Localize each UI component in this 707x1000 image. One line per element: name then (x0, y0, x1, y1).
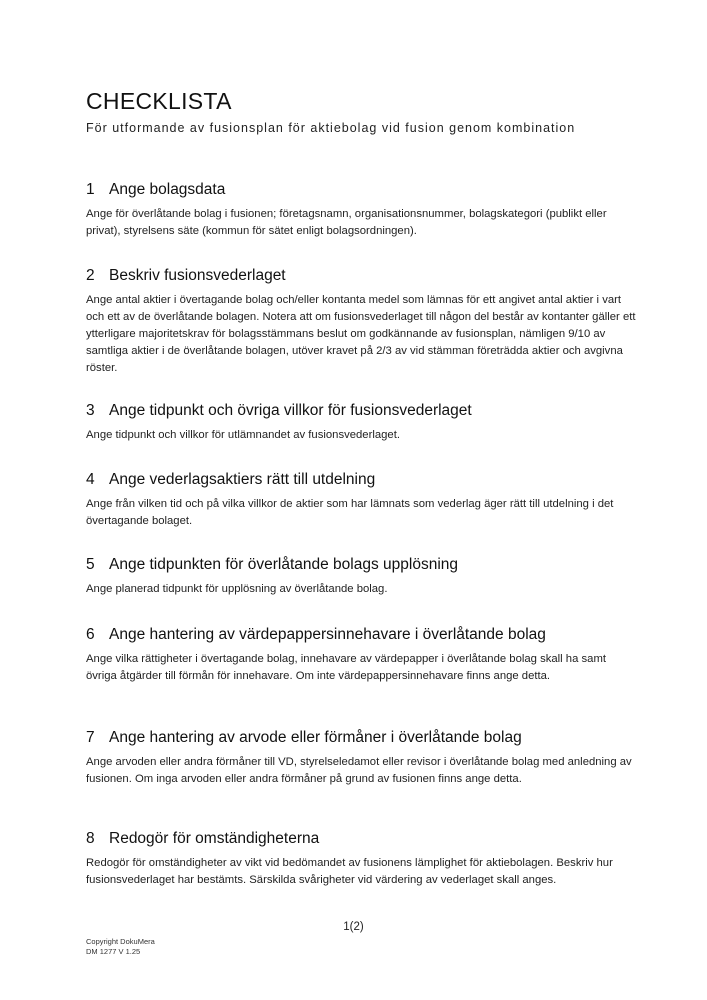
section-title: Ange hantering av värdepappersinnehavare i överlåtande bolag (109, 626, 546, 643)
section-heading (86, 471, 636, 489)
section-6 (86, 626, 636, 685)
document-subtitle: För utformande av fusionsplan för aktiebolag vid fusion genom kombination (86, 121, 576, 135)
section-title: Ange hantering av arvode eller förmåner i överlåtande bolag (109, 729, 522, 746)
section-number: 3 (86, 402, 95, 419)
section-number: 5 (86, 556, 95, 573)
section-7 (86, 729, 636, 788)
section-heading (86, 830, 636, 848)
section-heading (86, 181, 636, 199)
footer-copyright: Copyright DokuMera (86, 937, 155, 946)
section-1 (86, 181, 636, 240)
section-body: Ange vilka rättigheter i övertagande bolag, innehavare av värdepapper i överlåtande bolag skall ha samt övriga åtgärder till förmån för innehavare. Om inte värdepappersinnehavare finns ange detta. (86, 653, 606, 682)
document-title: CHECKLISTA (86, 88, 232, 114)
section-8 (86, 830, 636, 889)
section-title: Redogör för omständigheterna (109, 830, 320, 847)
section-heading (86, 402, 636, 420)
section-heading (86, 267, 636, 285)
section-body: Ange arvoden eller andra förmåner till VD, styrelseledamot eller revisor i överlåtande bolag med anledning av fusionen. Om inga arvoden eller andra förmåner på grund av fusionen finns ange detta. (86, 756, 632, 785)
section-title: Ange bolagsdata (109, 181, 226, 198)
section-title: Ange tidpunkten för överlåtande bolags upplösning (109, 556, 459, 573)
section-heading (86, 729, 636, 747)
section-number: 4 (86, 471, 95, 488)
section-number: 1 (86, 181, 95, 198)
section-2 (86, 267, 636, 377)
section-body: Ange tidpunkt och villkor för utlämnandet av fusionsvederlaget. (86, 429, 400, 441)
section-3 (86, 402, 636, 444)
section-number: 8 (86, 830, 95, 847)
section-body: Ange från vilken tid och på vilka villkor de aktier som har lämnats som vederlag äger rätt till utdelning i det övertagande bolaget. (86, 498, 614, 527)
section-number: 2 (86, 267, 95, 284)
section-number: 7 (86, 729, 95, 746)
section-title: Beskriv fusionsvederlaget (109, 267, 286, 284)
section-body: Ange för överlåtande bolag i fusionen; företagsnamn, organisationsnummer, bolagskategori (publikt eller privat), styrelsens säte (kommun för sätet enligt bolagsordningen). (86, 208, 607, 237)
section-title: Ange vederlagsaktiers rätt till utdelning (109, 471, 376, 488)
page-number: 1(2) (343, 921, 364, 933)
footer-doc-id: DM 1277 V 1.25 (86, 947, 141, 956)
section-number: 6 (86, 626, 95, 643)
section-body: Redogör för omständigheter av vikt vid bedömandet av fusionens lämplighet för aktiebolagen. Beskriv hur fusionsvederlaget har bestämts. Särskilda svårigheter vid värdering av vederlaget skall anges. (86, 857, 613, 886)
section-heading (86, 556, 636, 574)
section-5 (86, 556, 636, 598)
section-title: Ange tidpunkt och övriga villkor för fusionsvederlaget (109, 402, 472, 419)
section-body: Ange planerad tidpunkt för upplösning av överlåtande bolag. (86, 583, 388, 595)
section-heading (86, 626, 636, 644)
section-4 (86, 471, 636, 530)
footer (86, 937, 155, 957)
section-body: Ange antal aktier i övertagande bolag och/eller kontanta medel som lämnas för ett angivet antal aktier i vart och ett av de överlåtande bolagen. Notera att om fusionsvederlaget till någon del består av kontanter gäller ett ytterligare majoritetskrav för bolagsstämmans beslut om godkännande av fusionsplan, nämligen 9/10 av samtliga aktier i de överlåtande bolagen, utöver kravet på 2/3 av vid stämman företrädda aktier och avgivna röster. (86, 294, 636, 374)
